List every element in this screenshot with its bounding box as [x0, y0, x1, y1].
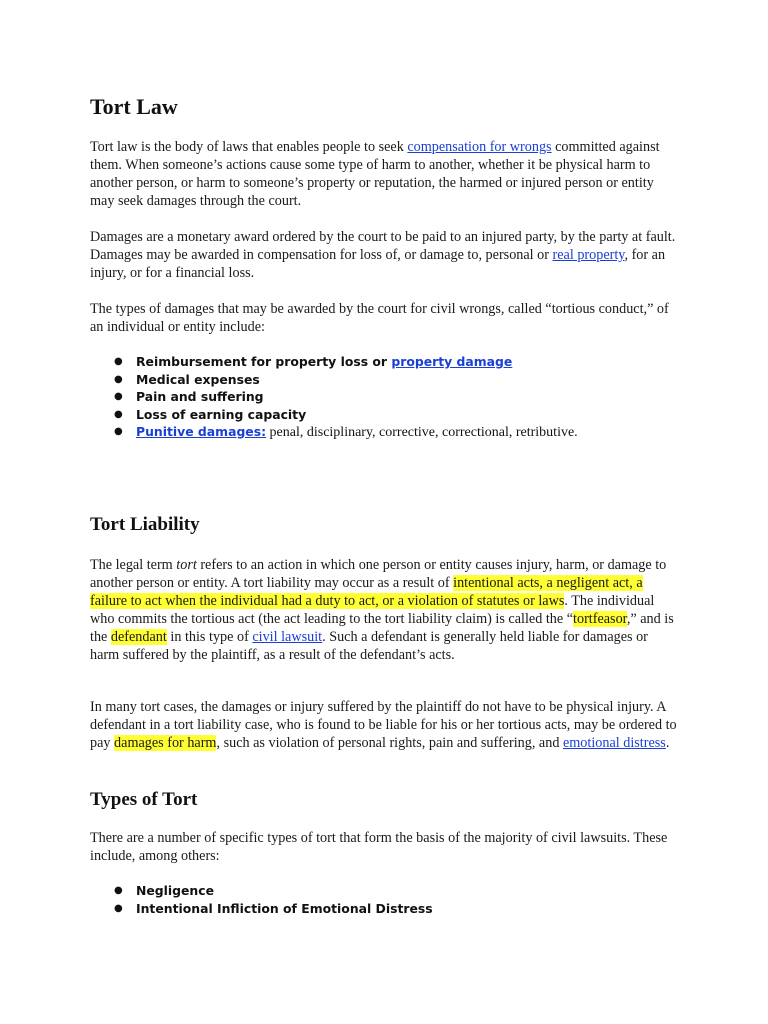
- text-run: In many tort cases, the damages or injury suffered by the plaintiff do not have to be physical injury. A defendant in a tort liability case, who is found to be liable for his or her tortious acts, may be ordered to pay: [90, 699, 677, 751]
- types-of-tort-list: [90, 882, 680, 917]
- highlight: intentional acts, a negligent act, a failure to act when the individual had a duty to act, or a violation of statutes or laws: [90, 575, 643, 609]
- link-compensation-for-wrongs[interactable]: compensation for wrongs: [407, 139, 552, 155]
- link-emotional-distress[interactable]: emotional distress: [562, 735, 666, 751]
- text-run: committed against them. When someone’s actions cause some type of harm to another, whether it be physical harm to another person, or harm to someone’s property or reputation, the harmed or injured person or entity may seek damages through the court.: [90, 139, 660, 209]
- bullet-icon: ●: [114, 373, 123, 385]
- heading-tort-liability: Tort Liability: [90, 514, 200, 535]
- link-civil-lawsuit[interactable]: civil lawsuit: [252, 629, 323, 645]
- damages-list: [90, 353, 680, 442]
- list-item-text: Reimbursement for property loss or: [136, 354, 392, 369]
- list-item-text: Medical expenses: [136, 371, 260, 387]
- list-item-text: Negligence: [136, 883, 214, 898]
- text-run: Tort law is the body of laws that enables people to seek: [90, 139, 408, 155]
- bullet-icon: ●: [114, 885, 123, 896]
- text-run: , for an injury, or for a financial loss.: [90, 247, 666, 281]
- paragraph-types-of-damages: The types of damages that may be awarded by the court for civil wrongs, called “tortious conduct,” of an individual or entity include:: [90, 301, 669, 335]
- list-item: [90, 423, 680, 442]
- bullet-icon: ●: [114, 391, 123, 402]
- text-run: ,” and is the: [90, 611, 674, 645]
- text-run: .: [665, 735, 670, 751]
- bullet-icon: ●: [114, 356, 123, 367]
- paragraph-damages: [90, 228, 680, 282]
- bullet-icon: ●: [114, 408, 123, 420]
- text-run: . Such a defendant is generally held liable for damages or harm suffered by the plaintiff, as a result of the defendant’s acts.: [90, 629, 648, 663]
- text-run: in this type of: [166, 629, 253, 645]
- highlight: defendant: [110, 629, 167, 645]
- text-run: . The individual who commits the tortious act (the act leading to the tort liability claim) is called the “: [90, 593, 655, 627]
- list-item: [90, 353, 680, 371]
- paragraph-tort-law-definition: [90, 138, 680, 210]
- highlight: damages for harm: [114, 735, 217, 751]
- bullet-icon: ●: [114, 902, 123, 914]
- text-run: refers to an action in which one person or entity causes injury, harm, or damage to another person or entity. A tort liability may occur as a result of: [90, 557, 667, 591]
- paragraph-damages-not-physical: [90, 698, 680, 752]
- list-item: [90, 900, 680, 918]
- text-run: The legal term: [90, 557, 177, 573]
- bullet-icon: ●: [114, 426, 123, 437]
- text-run: Damages are a monetary award ordered by the court to be paid to an injured party, by the party at fault. Damages may be awarded in compensation for loss of, or damage to, personal or: [90, 229, 676, 263]
- list-item: [90, 371, 680, 389]
- heading-types-of-tort: Types of Tort: [90, 789, 198, 810]
- list-item-text: penal, disciplinary, corrective, correctional, retributive.: [266, 425, 578, 440]
- link-property-damage[interactable]: property damage: [391, 354, 513, 369]
- italic-term: tort: [176, 557, 197, 573]
- heading-tort-law: Tort Law: [90, 94, 178, 119]
- paragraph-tort-liability: [90, 556, 680, 664]
- list-item: [90, 388, 680, 406]
- list-item-text: Intentional Infliction of Emotional Distress: [136, 900, 433, 916]
- paragraph-types-of-tort: There are a number of specific types of tort that form the basis of the majority of civil lawsuits. These include, among others:: [90, 830, 668, 864]
- text-run: , such as violation of personal rights, pain and suffering, and: [216, 735, 563, 751]
- highlight: tortfeasor: [573, 611, 627, 627]
- list-item-text: Loss of earning capacity: [136, 406, 307, 422]
- link-real-property[interactable]: real property: [552, 247, 625, 263]
- list-item: [90, 882, 680, 900]
- list-item-text: Pain and suffering: [136, 389, 264, 404]
- list-item: [90, 406, 680, 424]
- link-punitive-damages[interactable]: Punitive damages:: [136, 424, 267, 439]
